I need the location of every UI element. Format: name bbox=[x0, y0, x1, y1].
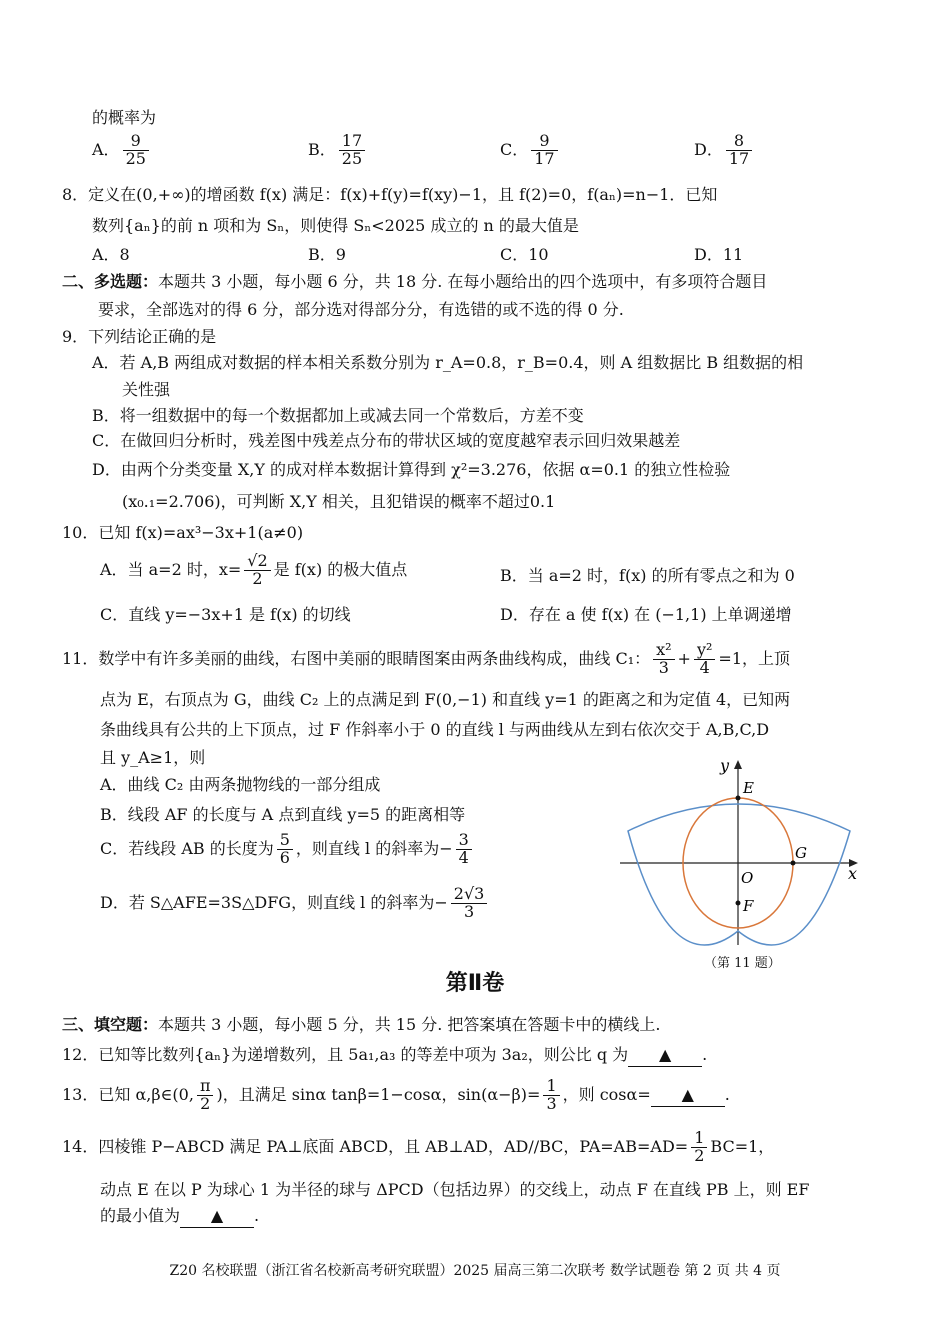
q10-option-c: C．直线 y=−3x+1 是 f(x) 的切线 bbox=[100, 605, 351, 624]
q8-line2: 数列{aₙ}的前 n 项和为 Sₙ，则使得 Sₙ<2025 成立的 n 的最大值是 bbox=[92, 216, 579, 235]
denominator: 2 bbox=[694, 1145, 705, 1165]
section3-heading: 三、填空题： bbox=[62, 1015, 159, 1034]
q10-option-a bbox=[100, 553, 407, 588]
numerator: 9 bbox=[531, 133, 557, 151]
label-x: x bbox=[848, 864, 858, 883]
q7-option-d bbox=[694, 133, 755, 168]
figure-caption: （第 11 题） bbox=[704, 956, 781, 971]
part2-title: 第Ⅱ卷 bbox=[445, 971, 505, 996]
q10-option-b: B．当 a=2 时，f(x) 的所有零点之和为 0 bbox=[500, 566, 795, 585]
answer-blank[interactable]: ▲ bbox=[628, 1045, 702, 1067]
option-text: D．若 S△AFE=3S△DFG，则直线 l 的斜率为− bbox=[100, 892, 448, 912]
q13-line bbox=[62, 1078, 730, 1113]
q9-option-a-line1: A．若 A,B 两组成对数据的样本相关系数分别为 r_A=0.8，r_B=0.4，则 A 组数据比 B 组数据的相 bbox=[92, 353, 804, 372]
denominator: 2 bbox=[252, 568, 263, 588]
section2-text: 本题共 3 小题，每小题 6 分，共 18 分. 在每小题给出的四个选项中，有多项符合题目 bbox=[158, 272, 768, 291]
q7-option-b bbox=[308, 133, 368, 168]
q11-line3: 条曲线具有公共的上下顶点，过 F 作斜率小于 0 的直线 l 与两曲线从左到右依次交于 A,B,C,D bbox=[100, 720, 770, 739]
option-text: A．当 a=2 时，x= bbox=[100, 559, 242, 579]
section2-line1 bbox=[62, 272, 767, 293]
numerator: 8 bbox=[726, 133, 752, 151]
q9-option-b: B．将一组数据中的每一个数据都加上或减去同一个常数后，方差不变 bbox=[92, 406, 584, 425]
q11-line2: 点为 E，右顶点为 G，曲线 C₂ 上的点满足到 F(0,−1) 和直线 y=1 的距离之和为定值 4，已知两 bbox=[100, 690, 791, 709]
q9-option-d-line1: D．由两个分类变量 X,Y 的成对样本数据计算得到 χ²=3.276，依据 α=0.1 的独立性检验 bbox=[92, 460, 731, 479]
q7-option-a bbox=[92, 133, 152, 168]
q14-text: 的最小值为 bbox=[100, 1206, 181, 1225]
option-text: C．若线段 AB 的长度为 bbox=[100, 838, 274, 858]
q14-text: BC=1， bbox=[710, 1136, 775, 1156]
answer-blank[interactable]: ▲ bbox=[651, 1085, 725, 1107]
q14-line1 bbox=[62, 1130, 774, 1165]
q14-line2: 动点 E 在以 P 为球心 1 为半径的球与 ΔPCD（包括边界）的交线上，动点 F 在直线 PB 上，则 EF bbox=[100, 1180, 810, 1199]
q8-option-a: A．8 bbox=[92, 245, 130, 264]
period: . bbox=[702, 1045, 708, 1064]
q11-option-c bbox=[100, 832, 475, 867]
q14-line3 bbox=[100, 1206, 259, 1228]
denominator: 4 bbox=[458, 847, 469, 867]
period: . bbox=[254, 1206, 260, 1225]
q9-option-d-line2: (x₀.₁=2.706)，可判断 X,Y 相关，且犯错误的概率不超过0.1 bbox=[122, 492, 556, 511]
q10-stem: 10．已知 f(x)=ax³−3x+1(a≠0) bbox=[62, 523, 304, 542]
q11-figure bbox=[620, 755, 870, 950]
denominator: 17 bbox=[728, 148, 750, 168]
q8-option-b: B．9 bbox=[308, 245, 346, 264]
numerator: π bbox=[197, 1078, 214, 1096]
q11-line4: 且 y_A≥1，则 bbox=[100, 748, 206, 767]
q8-option-d: D．11 bbox=[694, 245, 744, 264]
q7-option-c bbox=[500, 133, 561, 168]
period: . bbox=[724, 1084, 730, 1104]
point-e bbox=[736, 796, 741, 801]
numerator: y² bbox=[694, 642, 715, 660]
numerator: 3 bbox=[456, 832, 472, 850]
numerator: 17 bbox=[339, 133, 365, 151]
option-text: 是 f(x) 的极大值点 bbox=[273, 559, 408, 579]
q11-option-b: B．线段 AF 的长度与 A 点到直线 y=5 的距离相等 bbox=[100, 805, 466, 824]
denominator: 6 bbox=[279, 847, 290, 867]
page-footer: Z20 名校联盟（浙江省名校新高考研究联盟）2025 届高三第二次联考 数学试题卷 第 2 页 共 4 页 bbox=[169, 1263, 781, 1279]
label-o: O bbox=[741, 869, 754, 887]
denominator: 2 bbox=[200, 1093, 211, 1113]
numerator: √2 bbox=[244, 553, 270, 571]
denominator: 3 bbox=[546, 1093, 557, 1113]
option-label: C． bbox=[500, 139, 529, 159]
numerator: 1 bbox=[543, 1078, 559, 1096]
q13-text: ，则 cosα= bbox=[562, 1084, 651, 1104]
numerator: 9 bbox=[123, 133, 149, 151]
q11-line1 bbox=[62, 642, 790, 677]
option-label: B． bbox=[308, 139, 336, 159]
numerator: 5 bbox=[277, 832, 293, 850]
denominator: 4 bbox=[699, 657, 710, 677]
section2-line2: 要求，全部选对的得 6 分，部分选对得部分分，有选错的或不选的得 0 分. bbox=[98, 300, 624, 319]
q11-text: =1，上顶 bbox=[718, 648, 790, 668]
q13-text: )，且满足 sinα tanβ=1−cosα，sin(α−β)= bbox=[216, 1084, 541, 1104]
denominator: 25 bbox=[341, 148, 363, 168]
label-y: y bbox=[720, 756, 730, 775]
q9-stem: 9．下列结论正确的是 bbox=[62, 327, 217, 346]
numerator: 1 bbox=[691, 1130, 707, 1148]
option-text: ，则直线 l 的斜率为− bbox=[295, 838, 453, 858]
denominator: 3 bbox=[658, 657, 669, 677]
numerator: 2√3 bbox=[451, 886, 488, 904]
q14-text: 14．四棱锥 P−ABCD 满足 PA⊥底面 ABCD，且 AB⊥AD，AD//BC，PA=AB=AD= bbox=[62, 1136, 689, 1156]
curve-c2 bbox=[628, 804, 850, 945]
option-label: D． bbox=[694, 139, 723, 159]
q12-line bbox=[62, 1045, 707, 1067]
q11-option-d bbox=[100, 886, 490, 921]
point-f bbox=[736, 901, 741, 906]
denominator: 3 bbox=[463, 901, 475, 921]
section3-line bbox=[62, 1015, 661, 1036]
denominator: 25 bbox=[125, 148, 146, 168]
q7-tail-text: 的概率为 bbox=[92, 108, 157, 127]
y-axis-arrow-icon bbox=[734, 760, 742, 769]
section2-heading: 二、多选题： bbox=[62, 272, 159, 291]
answer-blank[interactable]: ▲ bbox=[180, 1206, 254, 1228]
option-label: A． bbox=[92, 139, 120, 159]
denominator: 17 bbox=[534, 148, 555, 168]
q11-text: 11．数学中有许多美丽的曲线，右图中美丽的眼睛图案由两条曲线构成，曲线 C₁： bbox=[62, 648, 651, 668]
q10-option-d: D．存在 a 使 f(x) 在 (−1,1) 上单调递增 bbox=[500, 605, 792, 624]
q9-option-c: C．在做回归分析时，残差图中残差点分布的带状区域的宽度越窄表示回归效果越差 bbox=[92, 431, 681, 450]
plus-sign: + bbox=[677, 648, 691, 668]
label-g: G bbox=[795, 844, 807, 862]
q8-option-c: C．10 bbox=[500, 245, 549, 264]
label-e: E bbox=[743, 779, 754, 797]
q11-option-a: A．曲线 C₂ 由两条抛物线的一部分组成 bbox=[100, 775, 381, 794]
numerator: x² bbox=[653, 642, 674, 660]
q9-option-a-line2: 关性强 bbox=[122, 380, 171, 399]
q8-line1: 8．定义在(0,+∞)的增函数 f(x) 满足：f(x)+f(y)=f(xy)−1，且 f(2)=0，f(aₙ)=n−1．已知 bbox=[62, 185, 718, 204]
q13-text: 13．已知 α,β∈(0, bbox=[62, 1084, 194, 1104]
section3-text: 本题共 3 小题，每小题 5 分，共 15 分. 把答案填在答题卡中的横线上. bbox=[158, 1015, 661, 1034]
q12-text: 12．已知等比数列{aₙ}为递增数列，且 5a₁,a₃ 的等差中项为 3a₂，则公比 q 为 bbox=[62, 1045, 629, 1064]
label-f: F bbox=[743, 897, 754, 915]
